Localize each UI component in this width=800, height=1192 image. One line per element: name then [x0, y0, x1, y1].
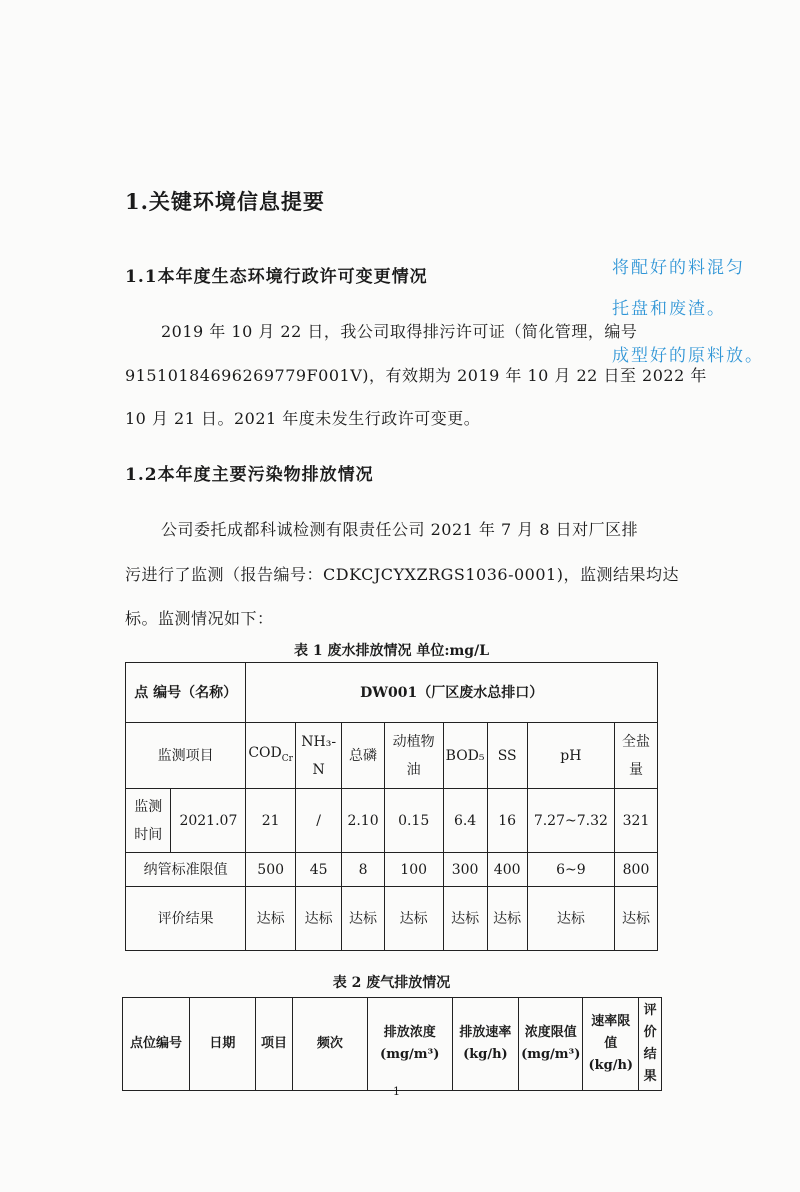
- result-bod5: 达标: [443, 887, 487, 951]
- permit-paragraph-line-1: 2019 年 10 月 22 日，我公司取得排污许可证（简化管理，编号: [161, 322, 638, 341]
- permit-paragraph-line-3: 10 月 21 日。2021 年度未发生行政许可变更。: [125, 409, 481, 428]
- col-header-bod5: BOD₅: [443, 723, 487, 789]
- col-header-nh3n: NH₃-N: [295, 723, 341, 789]
- monitor-paragraph-line-1: 公司委托成都科诚检测有限责任公司 2021 年 7 月 8 日对厂区排: [161, 520, 639, 539]
- col-evaluation: 评价结果: [639, 998, 662, 1091]
- table-1-caption: 表 1 废水排放情况 单位:mg/L: [293, 643, 490, 659]
- measured-ss: 16: [487, 789, 527, 853]
- permit-paragraph-line-2: 91510184696269779F001V)，有效期为 2019 年 10 月 22 日至 2022 年: [125, 366, 707, 385]
- col-emission-concentration: 排放浓度(mg/m³): [367, 998, 452, 1091]
- time-value-cell: 2021.07: [171, 789, 246, 853]
- result-ph: 达标: [527, 887, 614, 951]
- table-2-caption: 表 2 废气排放情况: [332, 975, 451, 991]
- monitor-paragraph-line-2: 污进行了监测（报告编号：CDKCJCYXZRGS1036-0001)，监测结果均达: [125, 565, 679, 584]
- col-header-tp: 总磷: [342, 723, 384, 789]
- col-header-cod: $COD_{Cr}$: [246, 723, 296, 789]
- result-nh3n: 达标: [295, 887, 341, 951]
- limit-salt: 800: [614, 853, 657, 887]
- result-ss: 达标: [487, 887, 527, 951]
- limit-cod: 500: [246, 853, 296, 887]
- col-date: 日期: [189, 998, 255, 1091]
- measured-bod5: 6.4: [443, 789, 487, 853]
- point-value-cell: DW001（厂区废水总排口）: [246, 663, 658, 723]
- col-rate-limit: 速率限值(kg/h): [583, 998, 639, 1091]
- limit-ph: 6~9: [527, 853, 614, 887]
- measured-cod: 21: [246, 789, 296, 853]
- result-cod: 达标: [246, 887, 296, 951]
- col-header-oil: 动植物油: [384, 723, 443, 789]
- measured-tp: 2.10: [342, 789, 384, 853]
- limit-tp: 8: [342, 853, 384, 887]
- margin-note-3: 成型好的原料放。: [612, 346, 764, 366]
- margin-note-1: 将配好的料混匀: [612, 258, 745, 278]
- measured-ph: 7.27~7.32: [527, 789, 614, 853]
- measured-oil: 0.15: [384, 789, 443, 853]
- limit-nh3n: 45: [295, 853, 341, 887]
- result-oil: 达标: [384, 887, 443, 951]
- limit-ss: 400: [487, 853, 527, 887]
- result-label-cell: 评价结果: [126, 887, 246, 951]
- limit-bod5: 300: [443, 853, 487, 887]
- limit-label-cell: 纳管标准限值: [126, 853, 246, 887]
- time-label-cell: 监测时间: [126, 789, 171, 853]
- exhaust-gas-table: [122, 997, 662, 1091]
- section-1-1-heading: 1.1本年度生态环境行政许可变更情况: [125, 267, 428, 287]
- col-concentration-limit: 浓度限值(mg/m³): [519, 998, 583, 1091]
- section-1-2-heading: 1.2本年度主要污染物排放情况: [125, 465, 374, 485]
- item-label-cell: 监测项目: [126, 723, 246, 789]
- section-1-heading: 1.关键环境信息提要: [125, 189, 325, 214]
- col-header-ss: SS: [487, 723, 527, 789]
- col-header-ph: pH: [527, 723, 614, 789]
- col-frequency: 频次: [293, 998, 368, 1091]
- page-number: 1: [393, 1085, 400, 1098]
- col-item: 项目: [255, 998, 292, 1091]
- wastewater-table: [125, 662, 658, 951]
- limit-oil: 100: [384, 853, 443, 887]
- col-emission-rate: 排放速率(kg/h): [452, 998, 518, 1091]
- monitor-paragraph-line-3: 标。监测情况如下：: [125, 609, 274, 628]
- col-point-id: 点位编号: [123, 998, 190, 1091]
- col-header-salt: 全盐量: [614, 723, 657, 789]
- point-label-cell: 点 编号（名称）: [126, 663, 246, 723]
- measured-nh3n: /: [295, 789, 341, 853]
- measured-salt: 321: [614, 789, 657, 853]
- result-tp: 达标: [342, 887, 384, 951]
- margin-note-2: 托盘和废渣。: [612, 299, 726, 319]
- result-salt: 达标: [614, 887, 657, 951]
